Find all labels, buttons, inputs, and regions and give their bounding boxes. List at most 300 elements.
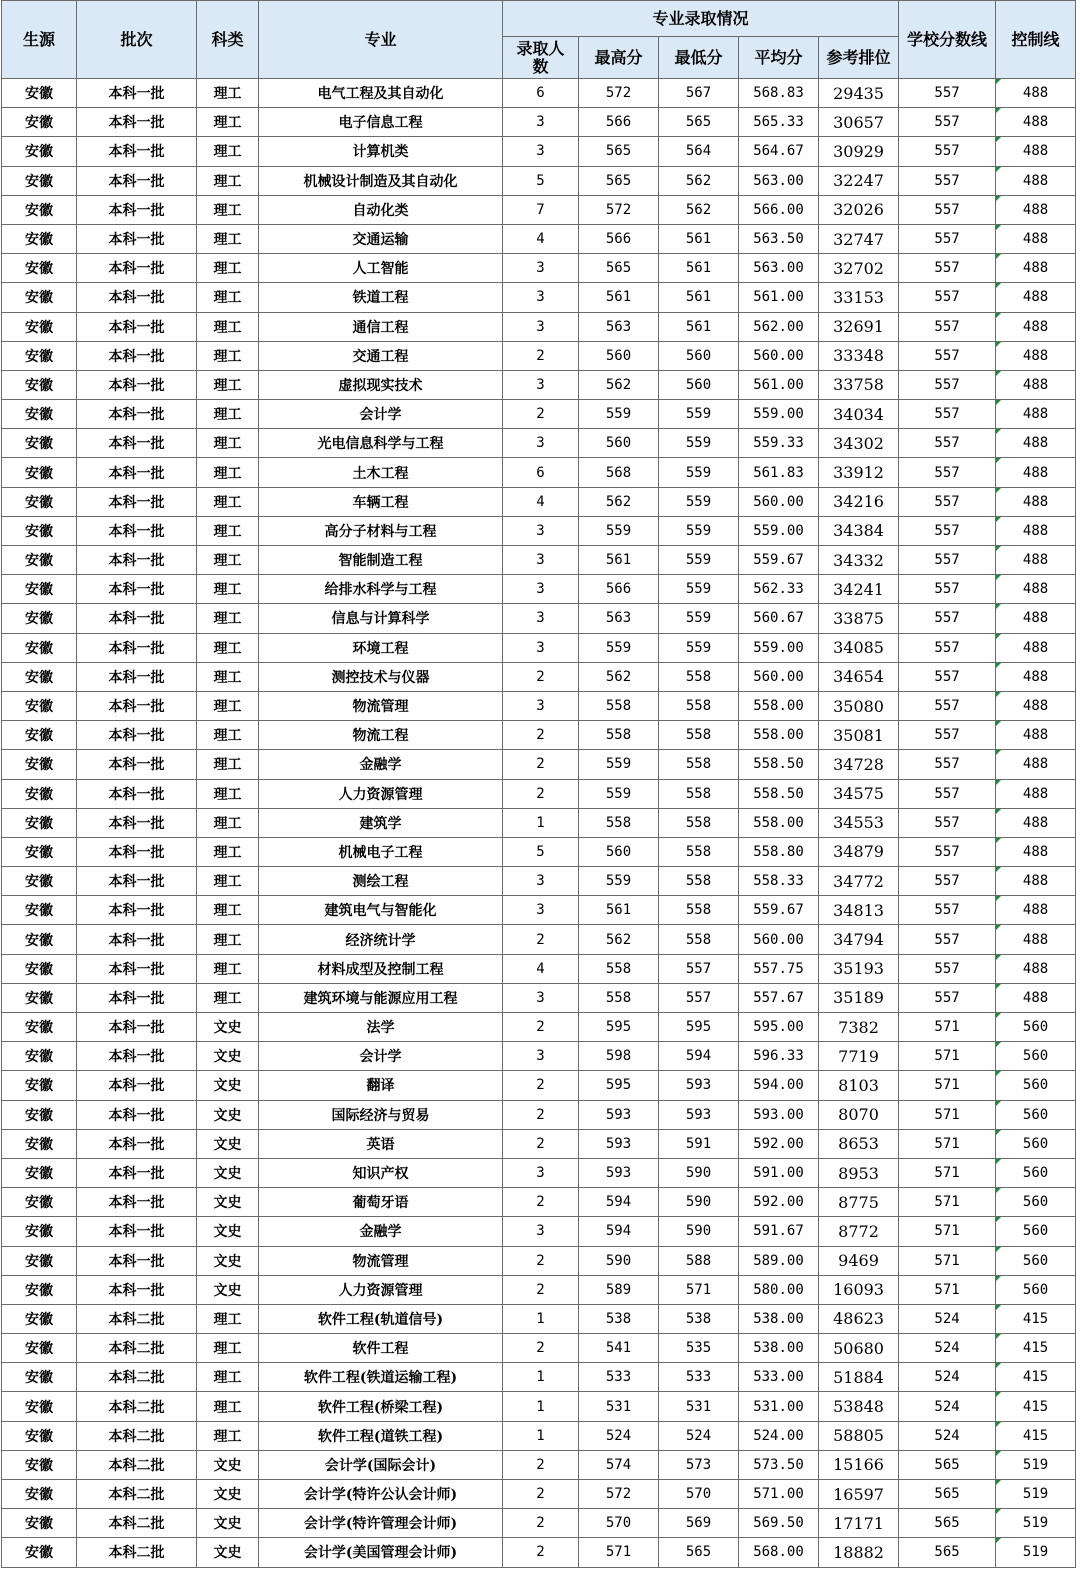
- cell-batch: 本科一批: [77, 1071, 197, 1100]
- cell-source: 安徽: [2, 1304, 77, 1333]
- cell-source: 安徽: [2, 1392, 77, 1421]
- cell-source: 安徽: [2, 1158, 77, 1187]
- cell-control-line: 415: [996, 1392, 1076, 1421]
- cell-min: 562: [659, 195, 739, 224]
- cell-min: 560: [659, 341, 739, 370]
- cell-min: 559: [659, 604, 739, 633]
- cell-major: 自动化类: [259, 195, 503, 224]
- cell-rank: 8775: [819, 1188, 899, 1217]
- cell-avg: 594.00: [739, 1071, 819, 1100]
- cell-category: 理工: [197, 925, 259, 954]
- cell-school-line: 557: [899, 429, 996, 458]
- cell-category: 理工: [197, 604, 259, 633]
- cell-control-line: 519: [996, 1509, 1076, 1538]
- cell-batch: 本科一批: [77, 370, 197, 399]
- cell-rank: 34553: [819, 808, 899, 837]
- cell-count: 3: [503, 429, 579, 458]
- cell-min: 559: [659, 546, 739, 575]
- cell-category: 文史: [197, 1129, 259, 1158]
- cell-batch: 本科一批: [77, 1042, 197, 1071]
- cell-batch: 本科一批: [77, 1013, 197, 1042]
- cell-batch: 本科一批: [77, 750, 197, 779]
- table-header: [2, 1, 1076, 79]
- cell-category: 理工: [197, 195, 259, 224]
- cell-min: 590: [659, 1158, 739, 1187]
- cell-avg: 557.67: [739, 983, 819, 1012]
- cell-control-line: 488: [996, 633, 1076, 662]
- cell-avg: 560.00: [739, 925, 819, 954]
- cell-category: 理工: [197, 400, 259, 429]
- table-row: [2, 721, 1076, 750]
- cell-school-line: 524: [899, 1421, 996, 1450]
- cell-max: 541: [579, 1334, 659, 1363]
- cell-count: 3: [503, 312, 579, 341]
- cell-major: 材料成型及控制工程: [259, 954, 503, 983]
- cell-avg: 562.00: [739, 312, 819, 341]
- cell-min: 590: [659, 1188, 739, 1217]
- cell-school-line: 524: [899, 1304, 996, 1333]
- cell-school-line: 557: [899, 137, 996, 166]
- cell-category: 理工: [197, 633, 259, 662]
- cell-max: 565: [579, 254, 659, 283]
- cell-category: 文史: [197, 1013, 259, 1042]
- cell-school-line: 565: [899, 1480, 996, 1509]
- cell-control-line: 560: [996, 1246, 1076, 1275]
- cell-source: 安徽: [2, 283, 77, 312]
- cell-category: 理工: [197, 137, 259, 166]
- cell-control-line: 488: [996, 896, 1076, 925]
- cell-control-line: 488: [996, 108, 1076, 137]
- cell-batch: 本科一批: [77, 458, 197, 487]
- table-row: [2, 925, 1076, 954]
- cell-min: 558: [659, 925, 739, 954]
- cell-count: 2: [503, 341, 579, 370]
- cell-major: 人力资源管理: [259, 779, 503, 808]
- table-row: [2, 750, 1076, 779]
- cell-max: 568: [579, 458, 659, 487]
- cell-min: 558: [659, 662, 739, 691]
- cell-avg: 560.67: [739, 604, 819, 633]
- cell-max: 558: [579, 954, 659, 983]
- cell-school-line: 557: [899, 983, 996, 1012]
- table-row: [2, 1217, 1076, 1246]
- cell-control-line: 488: [996, 487, 1076, 516]
- table-row: [2, 546, 1076, 575]
- cell-school-line: 565: [899, 1509, 996, 1538]
- cell-min: 593: [659, 1071, 739, 1100]
- cell-school-line: 557: [899, 487, 996, 516]
- cell-source: 安徽: [2, 604, 77, 633]
- cell-max: 560: [579, 837, 659, 866]
- cell-max: 595: [579, 1013, 659, 1042]
- cell-school-line: 557: [899, 546, 996, 575]
- cell-count: 2: [503, 1480, 579, 1509]
- cell-major: 机械设计制造及其自动化: [259, 166, 503, 195]
- cell-batch: 本科一批: [77, 575, 197, 604]
- cell-avg: 592.00: [739, 1129, 819, 1158]
- cell-batch: 本科一批: [77, 896, 197, 925]
- cell-school-line: 571: [899, 1100, 996, 1129]
- cell-major: 物流工程: [259, 721, 503, 750]
- cell-major: 测控技术与仪器: [259, 662, 503, 691]
- cell-major: 国际经济与贸易: [259, 1100, 503, 1129]
- cell-school-line: 557: [899, 400, 996, 429]
- cell-count: 3: [503, 108, 579, 137]
- cell-source: 安徽: [2, 1129, 77, 1158]
- cell-rank: 33912: [819, 458, 899, 487]
- cell-batch: 本科二批: [77, 1421, 197, 1450]
- cell-max: 538: [579, 1304, 659, 1333]
- cell-avg: 568.83: [739, 79, 819, 108]
- cell-min: 558: [659, 779, 739, 808]
- cell-avg: 571.00: [739, 1480, 819, 1509]
- cell-min: 558: [659, 721, 739, 750]
- cell-control-line: 488: [996, 837, 1076, 866]
- cell-avg: 568.00: [739, 1538, 819, 1567]
- cell-min: 559: [659, 487, 739, 516]
- cell-max: 572: [579, 195, 659, 224]
- cell-count: 6: [503, 458, 579, 487]
- cell-count: 5: [503, 166, 579, 195]
- cell-batch: 本科一批: [77, 400, 197, 429]
- cell-avg: 524.00: [739, 1421, 819, 1450]
- table-row: [2, 1363, 1076, 1392]
- cell-major: 法学: [259, 1013, 503, 1042]
- header-count: 录取人 数: [503, 37, 579, 79]
- cell-batch: 本科二批: [77, 1509, 197, 1538]
- cell-count: 2: [503, 1509, 579, 1538]
- cell-category: 文史: [197, 1450, 259, 1479]
- cell-control-line: 488: [996, 458, 1076, 487]
- cell-count: 2: [503, 779, 579, 808]
- cell-category: 理工: [197, 458, 259, 487]
- cell-batch: 本科二批: [77, 1538, 197, 1567]
- cell-control-line: 488: [996, 370, 1076, 399]
- cell-rank: 35193: [819, 954, 899, 983]
- cell-min: 561: [659, 283, 739, 312]
- cell-category: 理工: [197, 867, 259, 896]
- cell-category: 理工: [197, 546, 259, 575]
- cell-max: 558: [579, 721, 659, 750]
- cell-rank: 32691: [819, 312, 899, 341]
- cell-school-line: 557: [899, 896, 996, 925]
- cell-count: 2: [503, 1013, 579, 1042]
- cell-batch: 本科一批: [77, 691, 197, 720]
- table-row: [2, 1538, 1076, 1567]
- cell-source: 安徽: [2, 721, 77, 750]
- cell-school-line: 557: [899, 254, 996, 283]
- table-row: [2, 429, 1076, 458]
- cell-control-line: 560: [996, 1071, 1076, 1100]
- table-row: [2, 166, 1076, 195]
- cell-count: 3: [503, 546, 579, 575]
- cell-control-line: 488: [996, 691, 1076, 720]
- cell-control-line: 488: [996, 867, 1076, 896]
- cell-min: 558: [659, 867, 739, 896]
- cell-source: 安徽: [2, 633, 77, 662]
- cell-source: 安徽: [2, 925, 77, 954]
- table-row: [2, 662, 1076, 691]
- cell-avg: 558.00: [739, 808, 819, 837]
- cell-control-line: 488: [996, 575, 1076, 604]
- table-row: [2, 370, 1076, 399]
- cell-source: 安徽: [2, 691, 77, 720]
- cell-avg: 531.00: [739, 1392, 819, 1421]
- cell-school-line: 557: [899, 341, 996, 370]
- cell-batch: 本科一批: [77, 195, 197, 224]
- cell-source: 安徽: [2, 1246, 77, 1275]
- cell-batch: 本科一批: [77, 1217, 197, 1246]
- cell-major: 葡萄牙语: [259, 1188, 503, 1217]
- cell-source: 安徽: [2, 1334, 77, 1363]
- header-school-line: 学校分数线: [899, 1, 996, 79]
- cell-min: 558: [659, 896, 739, 925]
- header-avg: 平均分: [739, 37, 819, 79]
- cell-avg: 563.00: [739, 254, 819, 283]
- cell-control-line: 488: [996, 429, 1076, 458]
- cell-batch: 本科一批: [77, 867, 197, 896]
- cell-max: 559: [579, 633, 659, 662]
- cell-control-line: 488: [996, 195, 1076, 224]
- cell-max: 598: [579, 1042, 659, 1071]
- cell-min: 594: [659, 1042, 739, 1071]
- cell-school-line: 557: [899, 108, 996, 137]
- cell-category: 理工: [197, 779, 259, 808]
- cell-max: 566: [579, 224, 659, 253]
- cell-min: 588: [659, 1246, 739, 1275]
- cell-count: 3: [503, 691, 579, 720]
- cell-count: 1: [503, 1363, 579, 1392]
- cell-source: 安徽: [2, 1188, 77, 1217]
- table-row: [2, 1509, 1076, 1538]
- cell-control-line: 488: [996, 254, 1076, 283]
- cell-rank: 34794: [819, 925, 899, 954]
- cell-min: 559: [659, 458, 739, 487]
- cell-major: 计算机类: [259, 137, 503, 166]
- cell-source: 安徽: [2, 546, 77, 575]
- cell-rank: 8070: [819, 1100, 899, 1129]
- cell-category: 理工: [197, 1334, 259, 1363]
- cell-min: 591: [659, 1129, 739, 1158]
- cell-max: 558: [579, 983, 659, 1012]
- cell-min: 565: [659, 1538, 739, 1567]
- header-category: 科类: [197, 1, 259, 79]
- cell-control-line: 488: [996, 779, 1076, 808]
- cell-school-line: 557: [899, 575, 996, 604]
- table-row: [2, 312, 1076, 341]
- cell-batch: 本科二批: [77, 1392, 197, 1421]
- cell-count: 3: [503, 516, 579, 545]
- cell-rank: 9469: [819, 1246, 899, 1275]
- cell-count: 2: [503, 662, 579, 691]
- cell-count: 2: [503, 1334, 579, 1363]
- cell-category: 文史: [197, 1071, 259, 1100]
- cell-control-line: 488: [996, 808, 1076, 837]
- cell-category: 理工: [197, 370, 259, 399]
- cell-category: 理工: [197, 837, 259, 866]
- cell-major: 软件工程(道铁工程): [259, 1421, 503, 1450]
- table-row: [2, 1421, 1076, 1450]
- cell-major: 知识产权: [259, 1158, 503, 1187]
- cell-min: 593: [659, 1100, 739, 1129]
- cell-max: 593: [579, 1100, 659, 1129]
- cell-rank: 35081: [819, 721, 899, 750]
- cell-source: 安徽: [2, 954, 77, 983]
- cell-rank: 33153: [819, 283, 899, 312]
- header-min: 最低分: [659, 37, 739, 79]
- cell-control-line: 488: [996, 400, 1076, 429]
- cell-avg: 561.00: [739, 370, 819, 399]
- cell-category: 理工: [197, 429, 259, 458]
- cell-major: 给排水科学与工程: [259, 575, 503, 604]
- cell-control-line: 488: [996, 312, 1076, 341]
- cell-source: 安徽: [2, 1480, 77, 1509]
- cell-rank: 7719: [819, 1042, 899, 1071]
- cell-max: 571: [579, 1538, 659, 1567]
- cell-min: 558: [659, 691, 739, 720]
- cell-batch: 本科一批: [77, 1275, 197, 1304]
- cell-avg: 562.33: [739, 575, 819, 604]
- cell-major: 英语: [259, 1129, 503, 1158]
- cell-source: 安徽: [2, 429, 77, 458]
- header-max: 最高分: [579, 37, 659, 79]
- header-batch: 批次: [77, 1, 197, 79]
- cell-source: 安徽: [2, 137, 77, 166]
- cell-batch: 本科一批: [77, 954, 197, 983]
- cell-major: 会计学(美国管理会计师): [259, 1538, 503, 1567]
- cell-source: 安徽: [2, 779, 77, 808]
- cell-min: 560: [659, 370, 739, 399]
- cell-school-line: 571: [899, 1129, 996, 1158]
- cell-school-line: 557: [899, 808, 996, 837]
- cell-major: 人工智能: [259, 254, 503, 283]
- cell-max: 563: [579, 312, 659, 341]
- cell-control-line: 415: [996, 1304, 1076, 1333]
- cell-category: 理工: [197, 662, 259, 691]
- cell-category: 理工: [197, 575, 259, 604]
- cell-control-line: 519: [996, 1450, 1076, 1479]
- cell-source: 安徽: [2, 1042, 77, 1071]
- table-row: [2, 1392, 1076, 1421]
- cell-category: 理工: [197, 750, 259, 779]
- cell-major: 建筑学: [259, 808, 503, 837]
- header-admission-group: 专业录取情况: [503, 1, 899, 37]
- cell-major: 电子信息工程: [259, 108, 503, 137]
- cell-avg: 557.75: [739, 954, 819, 983]
- cell-rank: 34384: [819, 516, 899, 545]
- cell-rank: 58805: [819, 1421, 899, 1450]
- cell-category: 文史: [197, 1217, 259, 1246]
- cell-count: 4: [503, 224, 579, 253]
- cell-count: 2: [503, 400, 579, 429]
- cell-school-line: 565: [899, 1450, 996, 1479]
- cell-min: 590: [659, 1217, 739, 1246]
- cell-category: 理工: [197, 166, 259, 195]
- cell-rank: 34575: [819, 779, 899, 808]
- cell-source: 安徽: [2, 195, 77, 224]
- cell-source: 安徽: [2, 79, 77, 108]
- cell-batch: 本科一批: [77, 604, 197, 633]
- cell-max: 559: [579, 867, 659, 896]
- cell-avg: 580.00: [739, 1275, 819, 1304]
- table-row: [2, 954, 1076, 983]
- cell-avg: 558.50: [739, 750, 819, 779]
- cell-max: 566: [579, 108, 659, 137]
- cell-school-line: 557: [899, 604, 996, 633]
- cell-max: 594: [579, 1188, 659, 1217]
- cell-source: 安徽: [2, 1450, 77, 1479]
- cell-rank: 32026: [819, 195, 899, 224]
- cell-batch: 本科一批: [77, 137, 197, 166]
- cell-major: 交通运输: [259, 224, 503, 253]
- cell-avg: 538.00: [739, 1304, 819, 1333]
- cell-count: 3: [503, 983, 579, 1012]
- cell-control-line: 488: [996, 283, 1076, 312]
- cell-source: 安徽: [2, 808, 77, 837]
- cell-category: 理工: [197, 312, 259, 341]
- cell-min: 557: [659, 983, 739, 1012]
- cell-category: 理工: [197, 1304, 259, 1333]
- cell-school-line: 524: [899, 1334, 996, 1363]
- cell-avg: 559.67: [739, 896, 819, 925]
- cell-category: 文史: [197, 1188, 259, 1217]
- cell-count: 4: [503, 487, 579, 516]
- cell-avg: 563.00: [739, 166, 819, 195]
- cell-count: 2: [503, 1100, 579, 1129]
- cell-count: 2: [503, 750, 579, 779]
- cell-category: 理工: [197, 691, 259, 720]
- table-body: [2, 79, 1076, 1568]
- cell-major: 高分子材料与工程: [259, 516, 503, 545]
- cell-school-line: 565: [899, 1538, 996, 1567]
- cell-batch: 本科一批: [77, 546, 197, 575]
- cell-count: 4: [503, 954, 579, 983]
- cell-source: 安徽: [2, 1217, 77, 1246]
- cell-avg: 560.00: [739, 487, 819, 516]
- cell-max: 559: [579, 779, 659, 808]
- table-row: [2, 283, 1076, 312]
- cell-rank: 32702: [819, 254, 899, 283]
- cell-batch: 本科二批: [77, 1363, 197, 1392]
- cell-avg: 591.00: [739, 1158, 819, 1187]
- cell-category: 理工: [197, 1363, 259, 1392]
- table-row: [2, 1013, 1076, 1042]
- cell-rank: 33348: [819, 341, 899, 370]
- cell-batch: 本科一批: [77, 779, 197, 808]
- cell-count: 3: [503, 604, 579, 633]
- cell-max: 558: [579, 808, 659, 837]
- cell-major: 会计学: [259, 1042, 503, 1071]
- cell-rank: 29435: [819, 79, 899, 108]
- cell-rank: 18882: [819, 1538, 899, 1567]
- cell-min: 571: [659, 1275, 739, 1304]
- cell-max: 572: [579, 79, 659, 108]
- table-row: [2, 691, 1076, 720]
- table-row: [2, 808, 1076, 837]
- cell-school-line: 557: [899, 954, 996, 983]
- cell-max: 574: [579, 1450, 659, 1479]
- cell-source: 安徽: [2, 254, 77, 283]
- cell-max: 562: [579, 370, 659, 399]
- cell-major: 机械电子工程: [259, 837, 503, 866]
- header-control-line: 控制线: [996, 1, 1076, 79]
- cell-max: 563: [579, 604, 659, 633]
- cell-category: 理工: [197, 721, 259, 750]
- cell-min: 564: [659, 137, 739, 166]
- table-row: [2, 779, 1076, 808]
- cell-major: 软件工程(铁道运输工程): [259, 1363, 503, 1392]
- cell-rank: 35080: [819, 691, 899, 720]
